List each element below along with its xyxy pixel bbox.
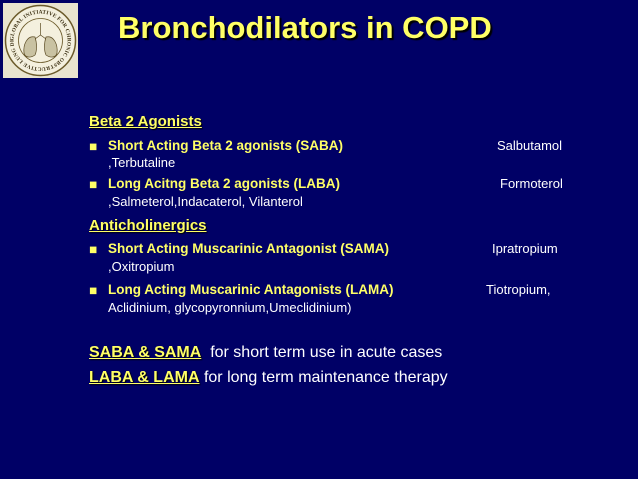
lama-continuation: Aclidinium, glycopyronnium,Umeclidinium) xyxy=(108,300,352,315)
saba-drug: Salbutamol xyxy=(497,138,563,153)
bullet-icon: ■ xyxy=(89,283,98,298)
lama-label: Long Acting Muscarinic Antagonists (LAMA) xyxy=(108,282,394,297)
logo-ring-text: GLOBAL INITIATIVE FOR CHRONIC OBSTRUCTIVE LUNG DI xyxy=(9,9,72,72)
summary-short-term-desc: for short term use in acute cases xyxy=(201,344,443,361)
summary-short-term-label: SABA & SAMA xyxy=(89,344,202,361)
sama-label: Short Acting Muscarinic Antagonist (SAMA) xyxy=(108,241,390,256)
section-heading-anticholinergics: Anticholinergics xyxy=(89,217,207,234)
summary-short-term xyxy=(89,344,442,362)
laba-label: Long Acitng Beta 2 agonists (LABA) xyxy=(108,176,340,191)
gold-logo-graphic xyxy=(3,3,78,78)
sama-continuation: ,Oxitropium xyxy=(108,259,175,274)
bullet-icon: ■ xyxy=(89,139,98,154)
summary-long-term xyxy=(89,369,448,387)
bullet-icon: ■ xyxy=(89,242,98,257)
summary-long-term-label: LABA & LAMA xyxy=(89,369,200,386)
section-heading-beta2: Beta 2 Agonists xyxy=(89,113,202,130)
slide-title: Bronchodilators in COPD xyxy=(118,10,492,45)
bullet-icon: ■ xyxy=(89,177,98,192)
lama-drug: Tiotropium, xyxy=(486,282,551,297)
saba-continuation: ,Terbutaline xyxy=(108,155,176,170)
laba-drug: Formoterol xyxy=(500,176,563,191)
summary-long-term-desc: for long term maintenance therapy xyxy=(199,369,448,386)
laba-continuation: ,Salmeterol,Indacaterol, Vilanterol xyxy=(108,194,303,209)
sama-drug: Ipratropium xyxy=(492,241,558,256)
gold-logo xyxy=(3,3,78,78)
saba-label: Short Acting Beta 2 agonists (SABA) xyxy=(108,138,344,153)
